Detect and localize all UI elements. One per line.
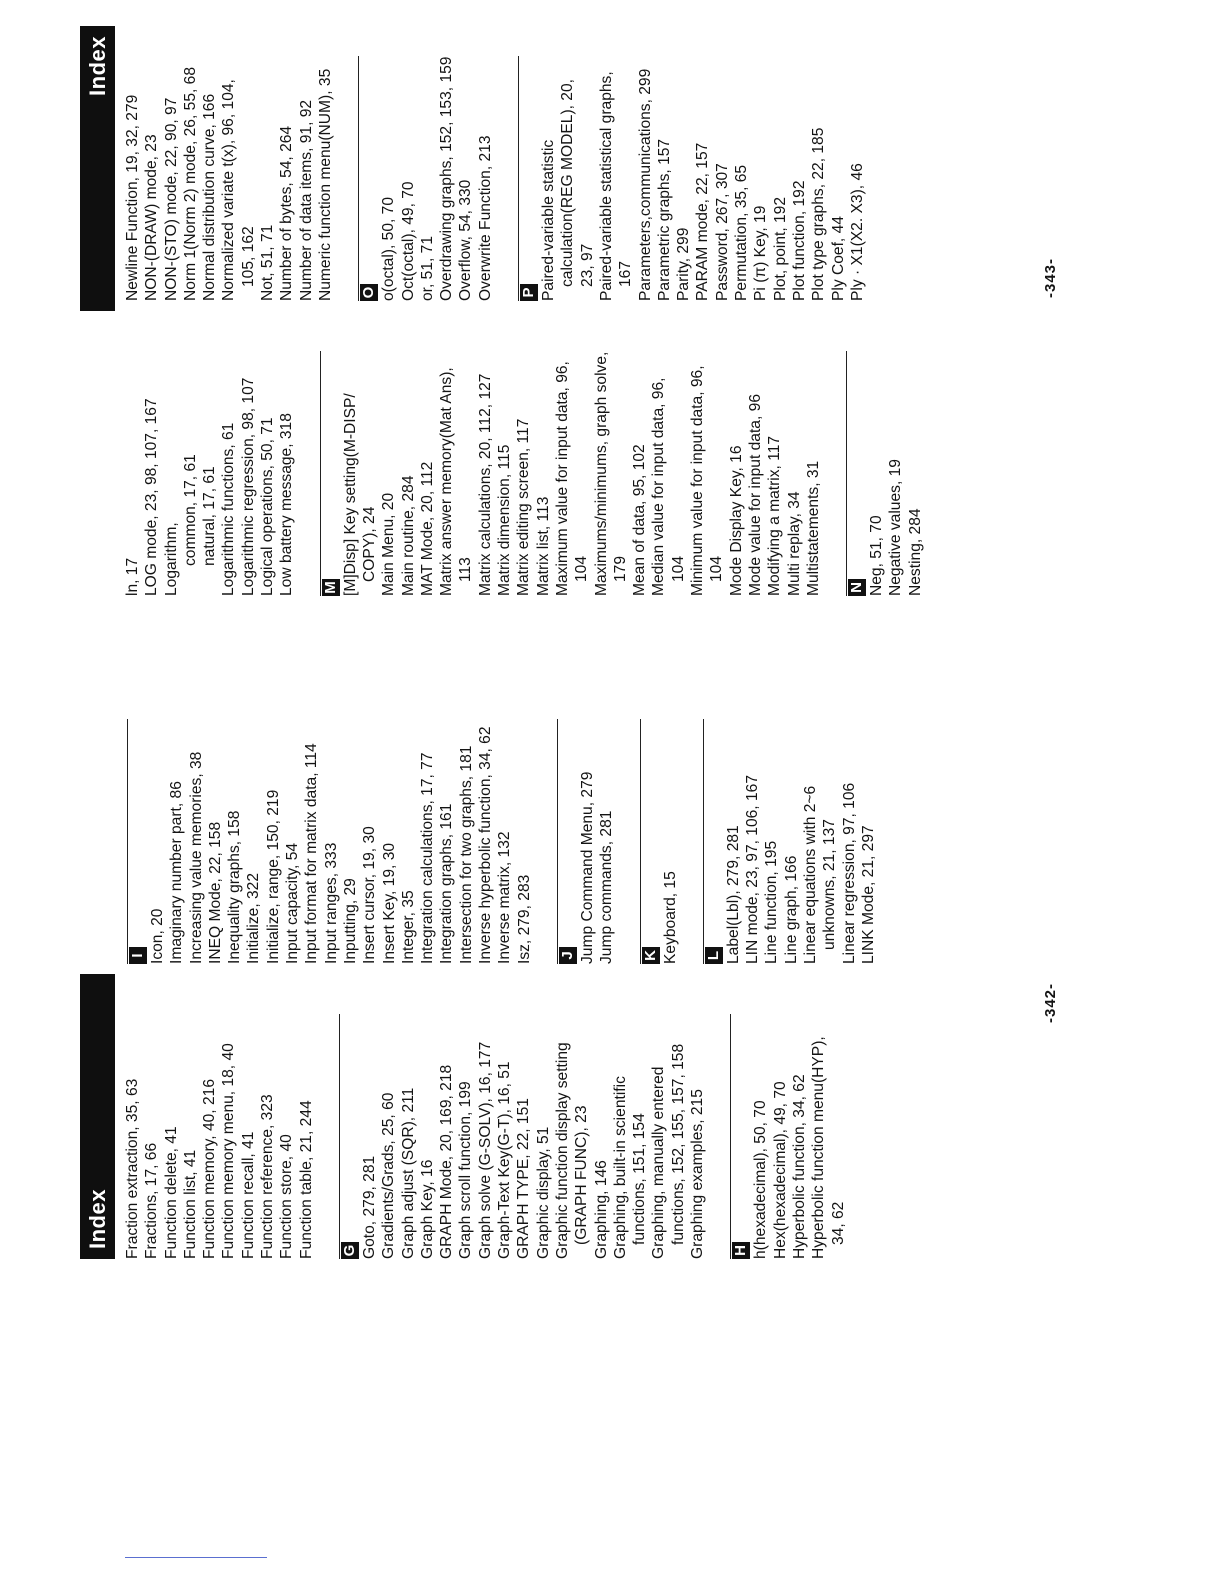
index-entry: Function table, 21, 244 [297, 1100, 315, 1259]
index-entry: MAT Mode, 20, 112 [418, 461, 436, 596]
index-entry: Parameters,communications, 299 [636, 68, 654, 301]
index-entry: Fraction extraction, 35, 63 [124, 1078, 141, 1259]
index-entry: Matrix answer memory(Mat Ans), 113 [438, 367, 475, 596]
index-entry: Graph solve (G-SOLV), 16, 177 [476, 1041, 494, 1259]
index-column [123, 351, 925, 596]
spacer [335, 56, 354, 301]
index-entry: Inequality graphs, 158 [226, 810, 244, 964]
index-entry: Label(Lbl), 279, 281 [724, 825, 742, 964]
index-entry: or, 51, 71 [418, 235, 436, 301]
index-entry: Median value for input data, 96, 104 [650, 377, 687, 596]
index-entry: Norm 1(Norm 2) mode, 26, 55, 68 [181, 67, 199, 301]
index-entry: Imaginary number part, 86 [168, 781, 186, 964]
index-entry: Minimum value for input data, 96, 104 [689, 365, 726, 596]
index-entry: INEQ Mode, 22, 158 [206, 821, 224, 964]
spacer [316, 1014, 335, 1259]
index-entry: Input capacity, 54 [284, 842, 302, 964]
index-entry: GRAPH TYPE, 22, 151 [515, 1098, 533, 1259]
section-header [557, 719, 578, 964]
index-entry: Function store, 40 [278, 1134, 296, 1259]
index-entry: Function memory, 40, 216 [201, 1079, 219, 1259]
index-entry: Plot, point, 192 [771, 196, 789, 301]
index-entry: Function reference, 323 [259, 1094, 277, 1259]
index-page-left [80, 689, 1140, 1259]
index-entry: NON-(STO) mode, 22, 90, 97 [162, 97, 180, 301]
index-entry: Graph Key, 16 [418, 1159, 436, 1259]
section-letter: O [360, 284, 378, 301]
section-header [703, 719, 724, 964]
index-entry: Password, 267, 307 [713, 163, 731, 301]
index-entry: Linear regression, 97, 106 [840, 782, 858, 964]
index-entry: common, 17, 61 [181, 454, 199, 566]
section-header [846, 351, 867, 596]
index-entry: Integration graphs, 161 [438, 803, 456, 964]
index-entry: Maximums/minimums, graph solve, 179 [592, 351, 629, 596]
index-entry: Hyperbolic function, 34, 62 [790, 1074, 808, 1259]
index-entry: Main routine, 284 [399, 475, 417, 596]
index-entry: LINK Mode, 21, 297 [859, 825, 877, 964]
index-entry: natural, 17, 61 [201, 466, 219, 566]
index-page-right [80, 26, 1140, 596]
index-entry: Mode Display Key, 16 [727, 445, 745, 596]
index-entry: Permutation, 35, 65 [733, 164, 751, 301]
index-entry: Increasing value memories, 38 [187, 751, 205, 964]
index-entry: Input ranges, 333 [322, 842, 340, 964]
section-header [127, 719, 148, 964]
index-entry: Graphing, manually entered functions, 152, 155, 157, 158 [650, 1043, 687, 1259]
index-entry: Function memory menu, 18, 40 [220, 1043, 238, 1259]
spacer [495, 56, 514, 301]
index-entry: h(hexadecimal), 50, 70 [752, 1100, 770, 1259]
index-entry: Keyboard, 15 [661, 871, 679, 964]
index-entry: Numeric function menu(NUM), 35 [316, 68, 334, 301]
section-letter: G [341, 1242, 359, 1259]
index-entry: Graphing, built-in scientific functions, 151, 154 [611, 1076, 649, 1259]
index-entry: NON-(DRAW) mode, 23 [143, 134, 161, 301]
index-entry: Logical operations, 50, 71 [259, 417, 277, 596]
section-letter: P [520, 284, 538, 301]
index-entry: o(octal), 50, 70 [380, 196, 398, 301]
index-entry: Main Menu, 20 [380, 492, 398, 596]
index-entry: Logarithmic functions, 61 [220, 422, 238, 596]
index-entry: Number of bytes, 54, 264 [278, 125, 296, 301]
index-entry: Mode value for input data, 96 [746, 394, 764, 596]
index-entry: Input format for matrix data, 114 [303, 743, 321, 964]
index-entry: Hyperbolic function menu(HYP), 34, 62 [810, 1036, 847, 1259]
index-entry: Matrix calculations, 20, 112, 127 [476, 373, 494, 596]
index-entry: Inputting, 29 [341, 878, 359, 964]
spacer [823, 351, 842, 596]
section-letter: L [705, 947, 723, 964]
index-entry: Modifying a matrix, 117 [766, 435, 784, 596]
index-entry: Line function, 195 [763, 840, 781, 964]
banner-title: Index [84, 36, 110, 96]
spacer [617, 719, 636, 964]
index-entry: Ply · X1(X2. X3), 46 [848, 163, 866, 301]
index-entry: Graph scroll function, 199 [457, 1081, 475, 1259]
index-entry: LIN mode, 23, 97, 106, 167 [744, 775, 762, 964]
scan-edge-line [125, 1557, 267, 1558]
index-entry: Ply Coef, 44 [829, 216, 847, 301]
index-entry: LOG mode, 23, 98, 107, 167 [143, 398, 161, 596]
index-entry: Oct(octal), 49, 70 [399, 181, 417, 301]
index-entry: Goto, 279, 281 [360, 1155, 378, 1259]
index-entry: Number of data items, 91, 92 [297, 99, 315, 301]
index-entry: Pi (π) Key, 19 [752, 205, 770, 301]
index-entry: Parity, 299 [675, 227, 693, 301]
section-header [730, 1014, 751, 1259]
index-entry: Function recall, 41 [239, 1131, 257, 1259]
index-entry: Graphing, 146 [592, 1160, 610, 1259]
index-entry: Overwrite Function, 213 [476, 135, 494, 301]
index-entry: Fractions, 17, 66 [143, 1142, 161, 1259]
index-entry: Function list, 41 [181, 1149, 199, 1259]
index-entry: Initialize, 322 [245, 872, 263, 964]
index-entry: Initialize, range, 150, 219 [264, 789, 282, 964]
page-banner [80, 26, 115, 311]
index-entry: Neg, 51, 70 [868, 515, 886, 596]
index-entry: Negative values, 19 [887, 459, 905, 596]
index-entry: Newline Function, 19, 32, 279 [124, 94, 141, 301]
index-entry: Graphing examples, 215 [689, 1089, 707, 1259]
index-entry: Nesting, 284 [906, 508, 924, 596]
index-entry: Low battery message, 318 [278, 413, 296, 596]
index-entry: Integration calculations, 17, 77 [419, 752, 437, 964]
index-entry: Parametric graphs, 157 [655, 138, 673, 301]
index-entry: Graph-Text Key(G-T), 16, 51 [496, 1061, 514, 1259]
index-entry: PARAM mode, 22, 157 [694, 142, 712, 301]
index-entry: Logarithm, [162, 522, 180, 596]
index-entry: Function delete, 41 [162, 1126, 180, 1259]
page-number: -342- [1042, 982, 1059, 1023]
index-entry: Normal distribution curve, 166 [201, 93, 219, 301]
spacer [297, 351, 316, 596]
index-entry: Overdrawing graphs, 152, 153, 159 [438, 56, 456, 301]
index-column [123, 56, 867, 301]
section-header [518, 56, 539, 301]
spacer [680, 719, 699, 964]
index-entry: Matrix list, 113 [534, 496, 552, 596]
index-entry: [M]Disp] Key setting(M-DISP/ COPY), 24 [341, 393, 378, 596]
index-entry: Hex(hexadecimal), 49, 70 [771, 1081, 789, 1259]
index-entry: Insert Key, 19, 30 [380, 842, 398, 964]
index-entry: Intersection for two graphs, 181 [457, 745, 475, 964]
index-entry: Integer, 35 [399, 890, 417, 964]
index-entry: Inverse hyperbolic function, 34, 62 [477, 726, 495, 964]
index-entry: ln, 17 [124, 557, 141, 596]
index-entry: Inverse matrix, 132 [496, 831, 514, 964]
spacer [707, 1014, 726, 1259]
page-banner [80, 974, 115, 1259]
index-entry: Plot type graphs, 22, 185 [810, 127, 828, 301]
index-entry: Paired-variable statistical graphs, 167 [597, 71, 635, 301]
index-entry: Line graph, 166 [782, 855, 800, 964]
index-entry: Not, 51, 71 [259, 224, 277, 301]
index-entry: Isz, 279, 283 [515, 874, 533, 964]
index-entry: Multistatements, 31 [804, 460, 822, 596]
index-entry: Matrix editing screen, 117 [515, 418, 533, 596]
index-entry: Insert cursor, 19, 30 [361, 826, 379, 964]
spacer [534, 719, 553, 964]
index-entry: Multi replay, 34 [785, 491, 803, 596]
index-entry: Matrix dimension, 115 [496, 444, 514, 596]
index-entry: GRAPH Mode, 20, 169, 218 [438, 1064, 456, 1259]
section-header [358, 56, 379, 301]
section-letter: I [129, 947, 147, 964]
section-header [339, 1014, 360, 1259]
section-letter: J [559, 947, 577, 964]
index-entry: Mean of data, 95, 102 [631, 444, 649, 596]
index-column [123, 1014, 848, 1259]
index-entry: Graphic display, 51 [534, 1126, 552, 1259]
index-entry: Linear equations with 2~6 unknowns, 21, 137 [802, 785, 839, 964]
index-entry: Maximum value for input data, 96, 104 [553, 361, 591, 596]
section-letter: H [732, 1242, 750, 1259]
index-entry: Paired-variable statistic calculation(REG MODEL), 20, 23, 97 [540, 79, 596, 301]
section-letter: K [642, 947, 660, 964]
index-entry: Overflow, 54, 330 [457, 179, 475, 301]
index-entry: Jump commands, 281 [598, 810, 616, 964]
page-number: -343- [1042, 257, 1059, 298]
index-entry: Logarithmic regression, 98, 107 [239, 377, 257, 596]
index-column [123, 719, 878, 964]
index-entry: Graphic function display setting (GRAPH FUNC), 23 [553, 1042, 591, 1259]
index-entry: Jump Command Menu, 279 [578, 771, 596, 964]
section-header [640, 719, 661, 964]
index-entry: Icon, 20 [149, 908, 166, 964]
section-letter: N [848, 579, 866, 596]
index-entry: Normalized variate t(x), 96, 104, 105, 162 [220, 79, 257, 301]
section-letter: M [322, 579, 340, 596]
index-entry: Graph adjust (SQR), 211 [399, 1087, 417, 1259]
index-entry: Plot function, 192 [790, 180, 808, 301]
index-entry: Gradients/Grads, 25, 60 [380, 1092, 398, 1259]
section-header [320, 351, 341, 596]
banner-title: Index [84, 1189, 110, 1249]
